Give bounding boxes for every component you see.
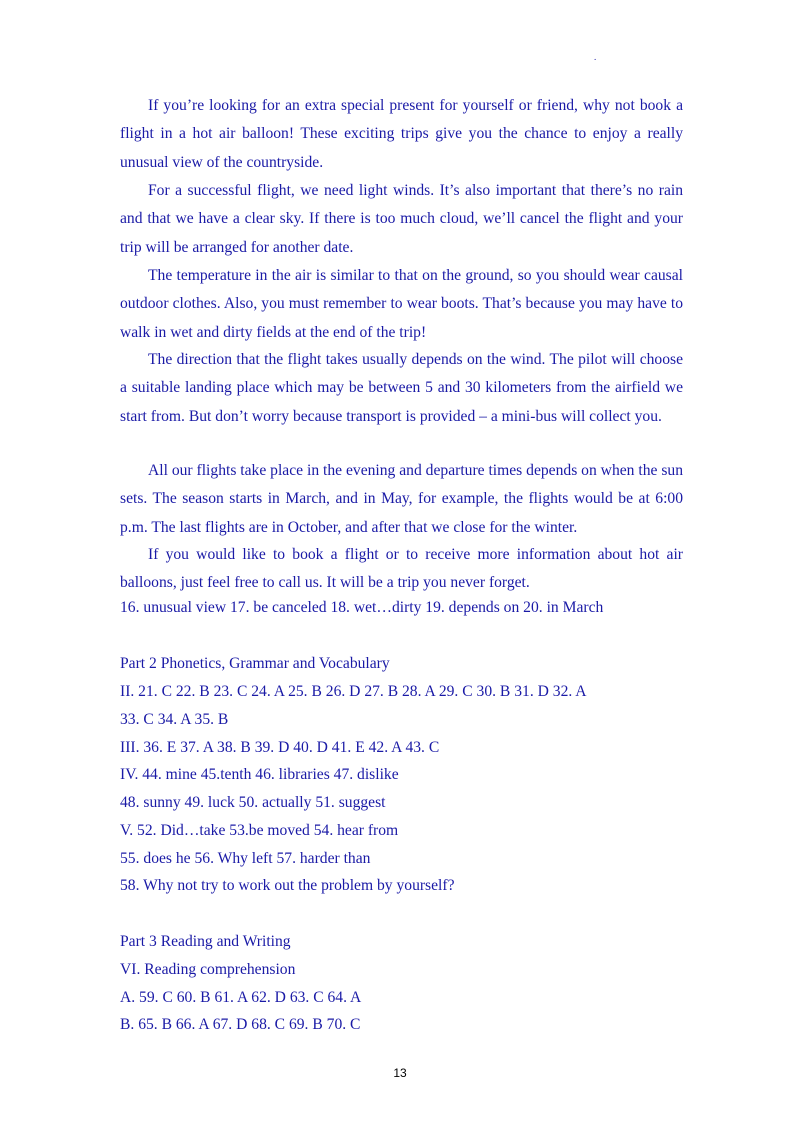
part2-line-1: II. 21. C 22. B 23. C 24. A 25. B 26. D 27. B 28. A 29. C 30. B 31. D 32. A [120, 683, 587, 700]
passage-paragraph-3: The temperature in the air is similar to that on the ground, so you should wear causal outdoor clothes. Also, you must remember to wear boots. That’s because you may have to walk in wet and dirty fields at the end of the trip! [120, 267, 683, 341]
page-number: 13 [393, 1066, 407, 1080]
part3-line-1: VI. Reading comprehension [120, 961, 296, 978]
passage-paragraph-5: All our flights take place in the evening and departure times depends on when the sun sets. The season starts in March, and in May, for example, the flights would be at 6:00 p.m. The last flights are in October, and after that we close for the winter. [120, 462, 683, 536]
passage-paragraph-1: If you’re looking for an extra special present for yourself or friend, why not book a flight in a hot air balloon! These exciting trips give you the chance to enjoy a really unusual view of the countryside. [120, 97, 683, 171]
part2-line-3: III. 36. E 37. A 38. B 39. D 40. D 41. E 42. A 43. C [120, 739, 440, 756]
passage-paragraph-2: For a successful flight, we need light winds. It’s also important that there’s no rain and that we have a clear sky. If there is too much cloud, we’ll cancel the flight and your trip will be arranged for another date. [120, 182, 683, 256]
part2-line-8: 58. Why not try to work out the problem by yourself? [120, 877, 455, 894]
passage-paragraph-6: If you would like to book a flight or to receive more information about hot air balloons, just feel free to call us. It will be a trip you never forget. [120, 546, 683, 592]
part2-line-6: V. 52. Did…take 53.be moved 54. hear from [120, 822, 399, 839]
part2-line-2: 33. C 34. A 35. B [120, 711, 229, 728]
answers-16-20: 16. unusual view 17. be canceled 18. wet…dirty 19. depends on 20. in March [120, 599, 604, 616]
part2-line-7: 55. does he 56. Why left 57. harder than [120, 850, 371, 867]
passage-paragraph-4: The direction that the flight takes usually depends on the wind. The pilot will choose a suitable landing place which may be between 5 and 30 kilometers from the airfield we start from. But don’t worry because transport is provided – a mini-bus will collect you. [120, 351, 683, 425]
part3-line-2: A. 59. C 60. B 61. A 62. D 63. C 64. A [120, 989, 362, 1006]
part3-line-3: B. 65. B 66. A 67. D 68. C 69. B 70. C [120, 1016, 361, 1033]
part2-line-4: IV. 44. mine 45.tenth 46. libraries 47. dislike [120, 766, 399, 783]
corner-mark: . [594, 52, 597, 62]
part3-heading: Part 3 Reading and Writing [120, 933, 291, 950]
part2-line-5: 48. sunny 49. luck 50. actually 51. suggest [120, 794, 386, 811]
part2-heading: Part 2 Phonetics, Grammar and Vocabulary [120, 655, 390, 672]
